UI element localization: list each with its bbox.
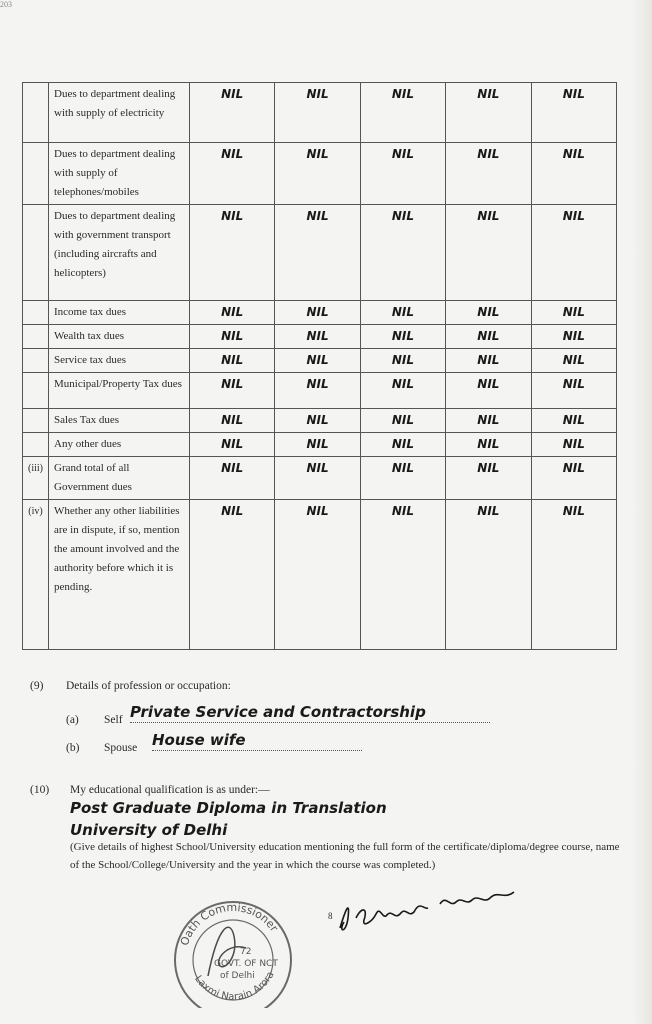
row-value: NIL: [360, 433, 445, 457]
corner-mark: 203: [0, 0, 12, 9]
row-value: NIL: [190, 143, 275, 205]
row-label: Service tax dues: [49, 349, 190, 373]
row-value: NIL: [360, 500, 445, 650]
table-row: [23, 409, 617, 433]
table-row: [23, 325, 617, 349]
seal-top-text: Oath Commissioner: [177, 900, 281, 948]
row-value: NIL: [446, 500, 531, 650]
signature: [328, 878, 528, 948]
row-value: NIL: [446, 457, 531, 500]
page-number: 8: [328, 911, 333, 921]
row-label: Income tax dues: [49, 301, 190, 325]
row-value: NIL: [275, 433, 360, 457]
row-value: NIL: [275, 500, 360, 650]
row-value: NIL: [446, 205, 531, 301]
dues-table: [22, 82, 617, 650]
row-label: Dues to department dealing with government transport (including aircrafts and helicopters): [49, 205, 190, 301]
section-10-heading: My educational qualification is as under:—: [70, 784, 270, 796]
row-number: [23, 373, 49, 409]
row-value: NIL: [190, 433, 275, 457]
seal-center-text-3: of Delhi: [220, 971, 255, 981]
row-number: [23, 409, 49, 433]
row-label: Grand total of all Government dues: [49, 457, 190, 500]
row-number: [23, 83, 49, 143]
row-value: NIL: [446, 325, 531, 349]
row-value: NIL: [531, 457, 616, 500]
row-value: NIL: [531, 373, 616, 409]
qualification-line-1: Post Graduate Diploma in Translation: [70, 799, 387, 817]
page-edge-shadow: [632, 0, 652, 1024]
row-value: NIL: [190, 205, 275, 301]
row-value: NIL: [275, 373, 360, 409]
spouse-label: Spouse: [104, 742, 138, 754]
row-value: NIL: [275, 83, 360, 143]
row-value: NIL: [360, 205, 445, 301]
row-label: Municipal/Property Tax dues: [49, 373, 190, 409]
row-value: NIL: [360, 325, 445, 349]
seal-bottom-text: Laxmi Narain Arora: [192, 969, 277, 1003]
table-row: [23, 349, 617, 373]
row-value: NIL: [360, 143, 445, 205]
row-number: (iv): [23, 500, 49, 650]
row-label: Dues to department dealing with supply of electricity: [49, 83, 190, 143]
svg-text:Oath Commissioner: [178, 901, 281, 947]
section-10-number: (10): [30, 784, 50, 796]
table-row: [23, 205, 617, 301]
row-value: NIL: [190, 301, 275, 325]
row-number: [23, 349, 49, 373]
row-value: NIL: [360, 409, 445, 433]
spouse-marker: (b): [66, 742, 80, 754]
table-row: [23, 373, 617, 409]
row-value: NIL: [446, 143, 531, 205]
row-value: NIL: [531, 349, 616, 373]
row-number: [23, 143, 49, 205]
row-value: NIL: [531, 143, 616, 205]
row-number: [23, 301, 49, 325]
row-value: NIL: [531, 433, 616, 457]
row-value: NIL: [446, 301, 531, 325]
row-number: [23, 205, 49, 301]
row-label: Wealth tax dues: [49, 325, 190, 349]
row-label: Sales Tax dues: [49, 409, 190, 433]
row-value: NIL: [446, 83, 531, 143]
table-row: [23, 457, 617, 500]
row-value: NIL: [446, 409, 531, 433]
row-value: NIL: [190, 500, 275, 650]
table-row: [23, 83, 617, 143]
row-label: Any other dues: [49, 433, 190, 457]
row-value: NIL: [275, 301, 360, 325]
row-value: NIL: [360, 349, 445, 373]
table-row: [23, 500, 617, 650]
table-row: [23, 301, 617, 325]
row-value: NIL: [360, 373, 445, 409]
row-value: NIL: [531, 83, 616, 143]
row-value: NIL: [275, 325, 360, 349]
row-value: NIL: [275, 143, 360, 205]
row-label: Dues to department dealing with supply of telephones/mobiles: [49, 143, 190, 205]
section-9-number: (9): [30, 680, 44, 692]
section-9-heading: Details of profession or occupation:: [66, 680, 231, 692]
notary-seal: [168, 896, 298, 1008]
row-value: NIL: [275, 205, 360, 301]
qualification-note: (Give details of highest School/University education mentioning the full form of the certificate/diploma/degree course, name of the School/College/University and the year in which the course was completed.): [70, 841, 620, 871]
spouse-occupation-value: House wife: [152, 730, 362, 751]
row-value: NIL: [275, 409, 360, 433]
row-number: (iii): [23, 457, 49, 500]
row-value: NIL: [446, 349, 531, 373]
row-label: Whether any other liabilities are in dispute, if so, mention the amount involved and the authority before which it is pending.: [49, 500, 190, 650]
row-value: NIL: [531, 301, 616, 325]
row-value: NIL: [190, 373, 275, 409]
row-value: NIL: [190, 457, 275, 500]
row-value: NIL: [190, 83, 275, 143]
seal-center-text-2: GOVT. OF NCT: [214, 959, 278, 969]
row-value: NIL: [190, 349, 275, 373]
row-value: NIL: [360, 457, 445, 500]
seal-center-text-1: 72: [240, 947, 252, 957]
row-value: NIL: [531, 205, 616, 301]
table-row: [23, 433, 617, 457]
row-value: NIL: [446, 433, 531, 457]
row-value: NIL: [531, 500, 616, 650]
row-value: NIL: [190, 325, 275, 349]
row-value: NIL: [446, 373, 531, 409]
qualification-line-2: University of Delhi: [70, 821, 228, 839]
row-value: NIL: [360, 83, 445, 143]
row-number: [23, 433, 49, 457]
self-occupation-value: Private Service and Contractorship: [130, 702, 490, 723]
self-label: Self: [104, 714, 123, 726]
row-value: NIL: [531, 325, 616, 349]
row-value: NIL: [531, 409, 616, 433]
row-value: NIL: [275, 349, 360, 373]
row-value: NIL: [275, 457, 360, 500]
table-row: [23, 143, 617, 205]
row-value: NIL: [190, 409, 275, 433]
row-value: NIL: [360, 301, 445, 325]
row-number: [23, 325, 49, 349]
self-marker: (a): [66, 714, 79, 726]
